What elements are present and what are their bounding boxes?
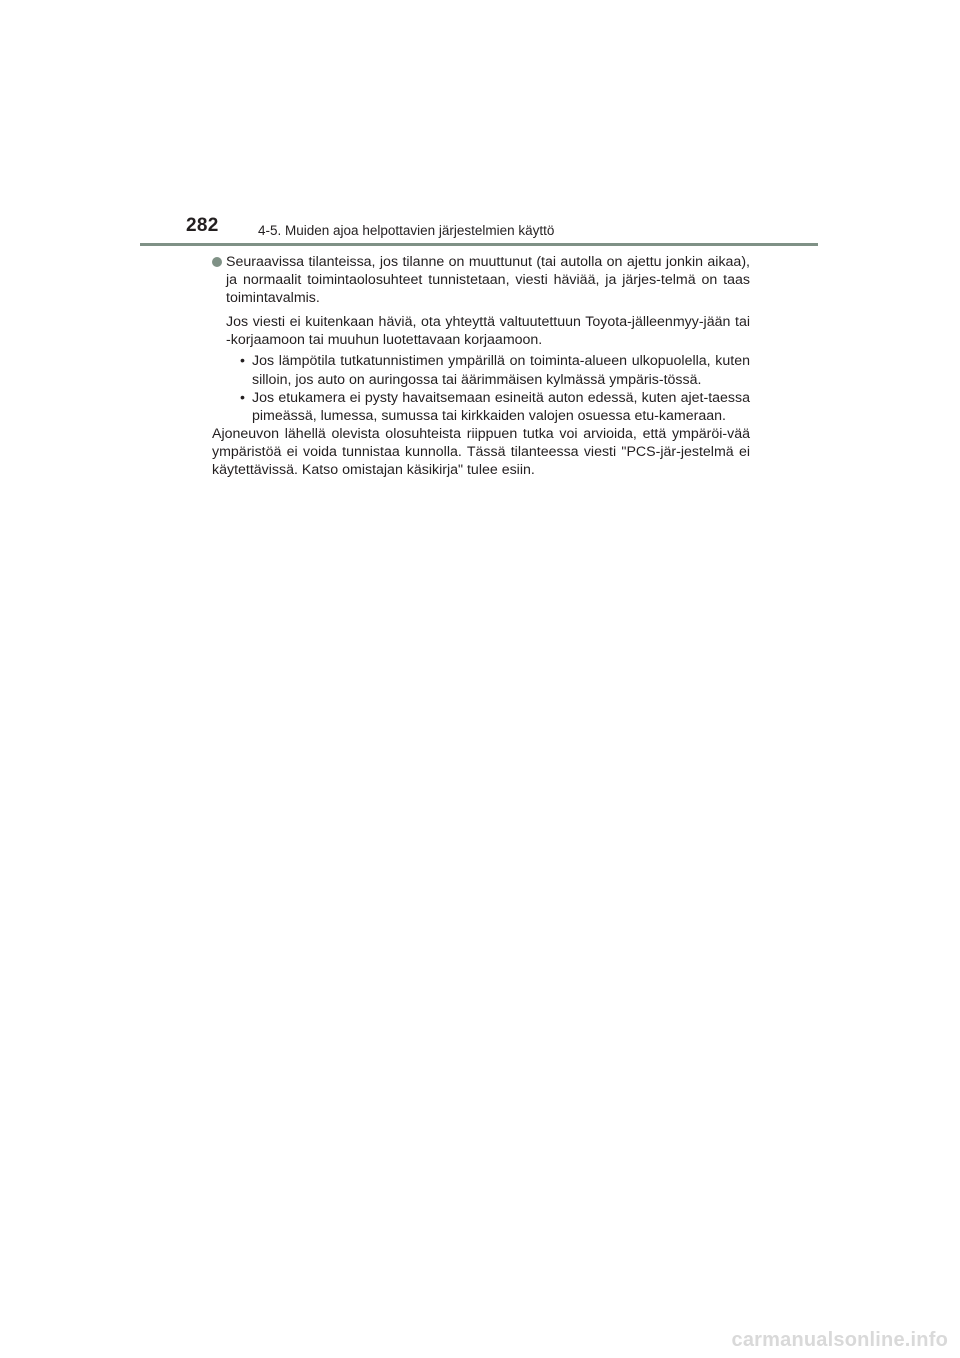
- filled-circle-bullet-icon: [212, 257, 222, 267]
- bullet-paragraph: [212, 253, 750, 307]
- list-item: [212, 352, 750, 388]
- list-bullet: •: [240, 389, 245, 406]
- sub-item-list: [212, 352, 750, 424]
- list-item-text: Jos lämpötila tutkatunnistimen ympärillä on toiminta-alueen ulkopuolella, kuten silloin, jos auto on auringossa tai äärimmäisen kylmässä ympäris-tössä.: [252, 353, 750, 388]
- page-number: 282: [186, 215, 219, 236]
- paragraph-text: Seuraavissa tilanteissa, jos tilanne on muuttunut (tai autolla on ajettu jonkin aikaa), ja normaalit toimintaolosuhteet tunnistetaan, viesti häviää, ja järjes-telmä on taas toimintavalmis.: [226, 254, 750, 307]
- radar-paragraph: Ajoneuvon lähellä olevista olosuhteista riippuen tutka voi arvioida, että ympäröi-vää ympäristöä ei voida tunnistaa kunnolla. Tässä tilanteessa viesti "PCS-jär-jestelmä ei käytettävissä. Katso omistajan käsikirja" tulee esiin.: [212, 425, 750, 479]
- watermark: carmanualsonline.info: [731, 1329, 948, 1351]
- page-content: [212, 253, 750, 479]
- header-rule: [140, 243, 818, 246]
- dealer-contact-paragraph: Jos viesti ei kuitenkaan häviä, ota yhteyttä valtuutettuun Toyota-jälleenmyy-jään tai -korjaamoon tai muuhun luotettavaan korjaamoon.: [226, 314, 750, 349]
- list-bullet: •: [240, 353, 245, 370]
- list-item-text: Jos etukamera ei pysty havaitsemaan esineitä auton edessä, kuten ajet-taessa pimeässä, lumessa, sumussa tai kirkkaiden valojen osuessa etu-kameraan.: [252, 389, 750, 424]
- list-item: [212, 389, 750, 425]
- section-title: 4-5. Muiden ajoa helpottavien järjestelmien käyttö: [258, 223, 555, 238]
